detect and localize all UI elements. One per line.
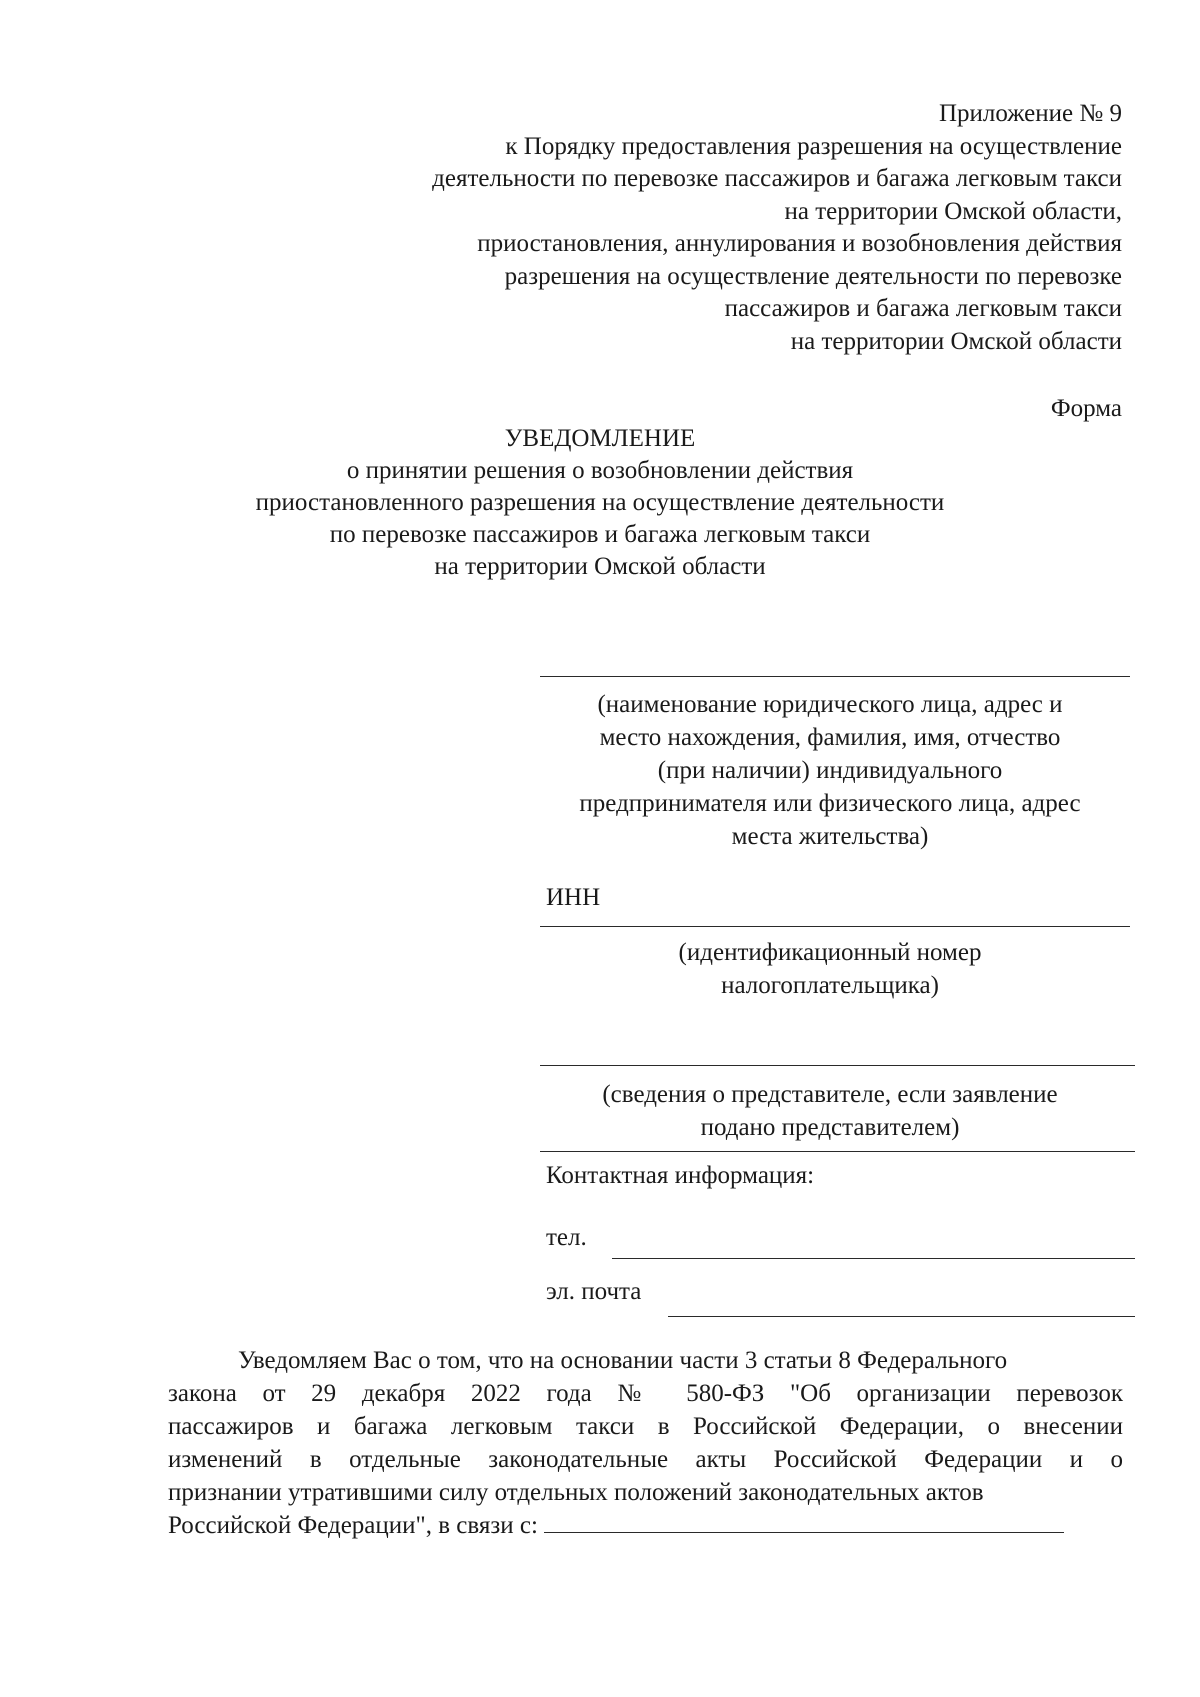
appendix-line: приостановления, аннулирования и возобновления действия [477,230,1122,257]
caption-line: предпринимателя или физического лица, адрес [579,790,1081,817]
caption-line: (сведения о представителе, если заявление [602,1081,1058,1108]
inn-caption [540,936,1120,1002]
recipient-caption [540,688,1120,853]
caption-line: налогоплательщика) [721,972,939,999]
recipient-fill-line[interactable] [540,676,1130,677]
body-text-fragment: Уведомляем Вас о том, что на основании части 3 статьи 8 Федерального [238,1347,1008,1374]
title-line: по перевозке пассажиров и багажа легковым такси [329,521,871,548]
body-line: пассажиров и багажа легковым такси в Российской Федерации, о внесении [168,1413,1123,1440]
reason-fill-line[interactable] [544,1510,1064,1533]
caption-line: место нахождения, фамилия, имя, отчество [599,724,1061,751]
appendix-line: деятельности по перевозке пассажиров и багажа легковым такси [432,165,1122,192]
email-field[interactable] [668,1316,1135,1317]
body-line-last [168,1509,1123,1542]
email-label: эл. почта [546,1278,642,1305]
inn-fill-line[interactable] [540,926,1130,927]
phone-label: тел. [546,1224,587,1251]
caption-line: места жительства) [731,823,929,850]
appendix-line: разрешения на осуществление деятельности по перевозке [504,262,1122,290]
phone-field[interactable] [612,1258,1135,1259]
appendix-line: на территории Омской области [790,327,1122,355]
caption-line: (при наличии) индивидуального [657,757,1003,784]
body-line: изменений в отдельные законодательные акты Российской Федерации и о [168,1446,1123,1473]
contact-info-label: Контактная информация: [546,1162,815,1189]
appendix-number: Приложение № 9 [938,100,1122,127]
appendix-line: к Порядку предоставления разрешения на осуществление [505,132,1122,160]
representative-fill-line[interactable] [540,1065,1135,1066]
appendix-header [222,98,1122,358]
title-heading: УВЕДОМЛЕНИЕ [504,425,696,452]
body-line [168,1344,1123,1377]
body-line: признании утратившими силу отдельных положений законодательных актов [168,1479,984,1506]
caption-line: (наименование юридического лица, адрес и [597,691,1063,718]
title-line: на территории Омской области [434,553,766,580]
caption-line: (идентификационный номер [678,939,982,966]
caption-line: подано представителем) [700,1114,960,1141]
title-line: приостановленного разрешения на осуществление деятельности [255,489,945,516]
document-title [180,423,1020,583]
appendix-line: на территории Омской области, [784,197,1122,225]
representative-bottom-line [540,1151,1135,1152]
title-line: о принятии решения о возобновлении действия [346,457,854,484]
notification-body [168,1344,1123,1542]
representative-caption [540,1078,1120,1144]
form-label: Форма [1050,395,1122,422]
body-text-fragment: Российской Федерации", в связи с: [168,1512,538,1539]
appendix-line: пассажиров и багажа легковым такси [724,295,1122,322]
inn-label: ИНН [546,884,601,911]
body-line: закона от 29 декабря 2022 года № 580-ФЗ "Об организации перевозок [168,1380,1123,1407]
